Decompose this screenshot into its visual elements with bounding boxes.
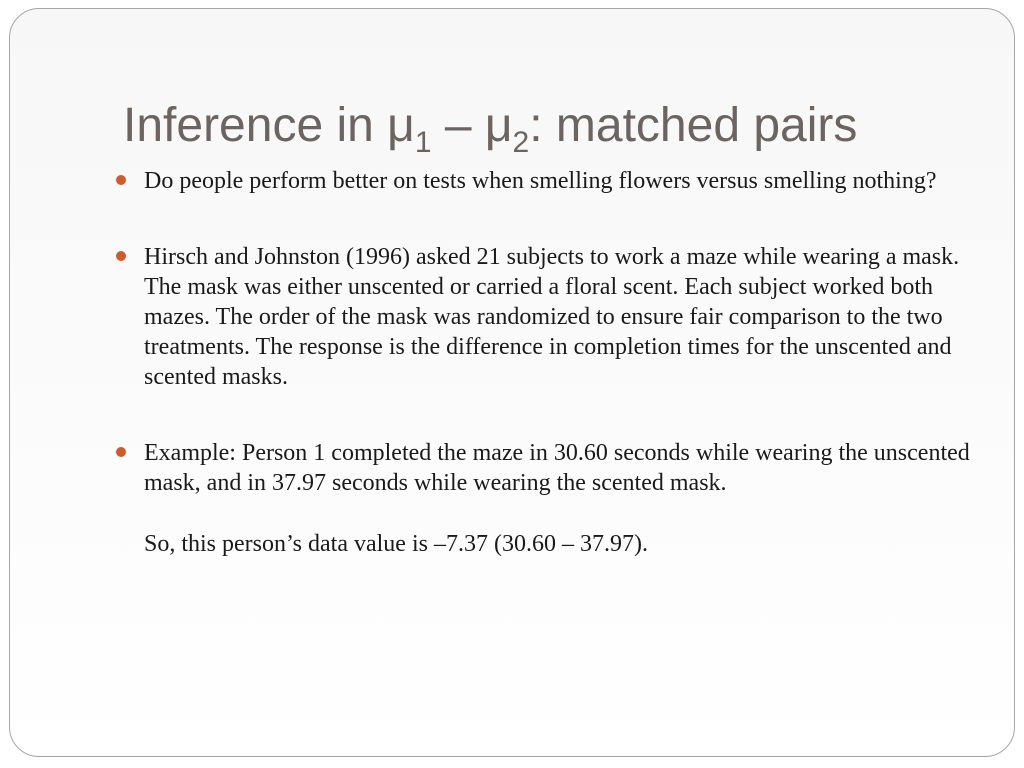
slide-body (144, 166, 974, 559)
bullet-text: Do people perform better on tests when smelling flowers versus smelling nothing? (144, 168, 937, 194)
bullet-item-question (144, 166, 974, 196)
title-prefix: Inference in μ (123, 99, 415, 152)
bullet-dot-icon (116, 447, 126, 457)
title-subscript-1: 1 (414, 126, 432, 159)
bullet-item-example (144, 438, 974, 498)
followup-text: So, this person’s data value is –7.37 (30.60 – 37.97). (144, 531, 648, 557)
title-middle: – μ (431, 99, 513, 152)
bullet-dot-icon (116, 175, 126, 185)
example-followup (144, 529, 974, 559)
bullet-dot-icon (116, 251, 126, 261)
bullet-text: Example: Person 1 completed the maze in 30.60 seconds while wearing the unscented mask, and in 37.97 seconds while wearing the scented mask. (144, 440, 970, 496)
slide-title (123, 97, 858, 159)
title-subscript-2: 2 (512, 126, 530, 159)
title-suffix: : matched pairs (529, 99, 858, 152)
bullet-item-study (144, 242, 974, 392)
bullet-text: Hirsch and Johnston (1996) asked 21 subjects to work a maze while wearing a mask. The mask was either unscented or carried a floral scent. Each subject worked both mazes. The order of the mask was randomized to ensure fair comparison to the two treatments. The response is the difference in completion times for the unscented and scented masks. (144, 244, 960, 390)
